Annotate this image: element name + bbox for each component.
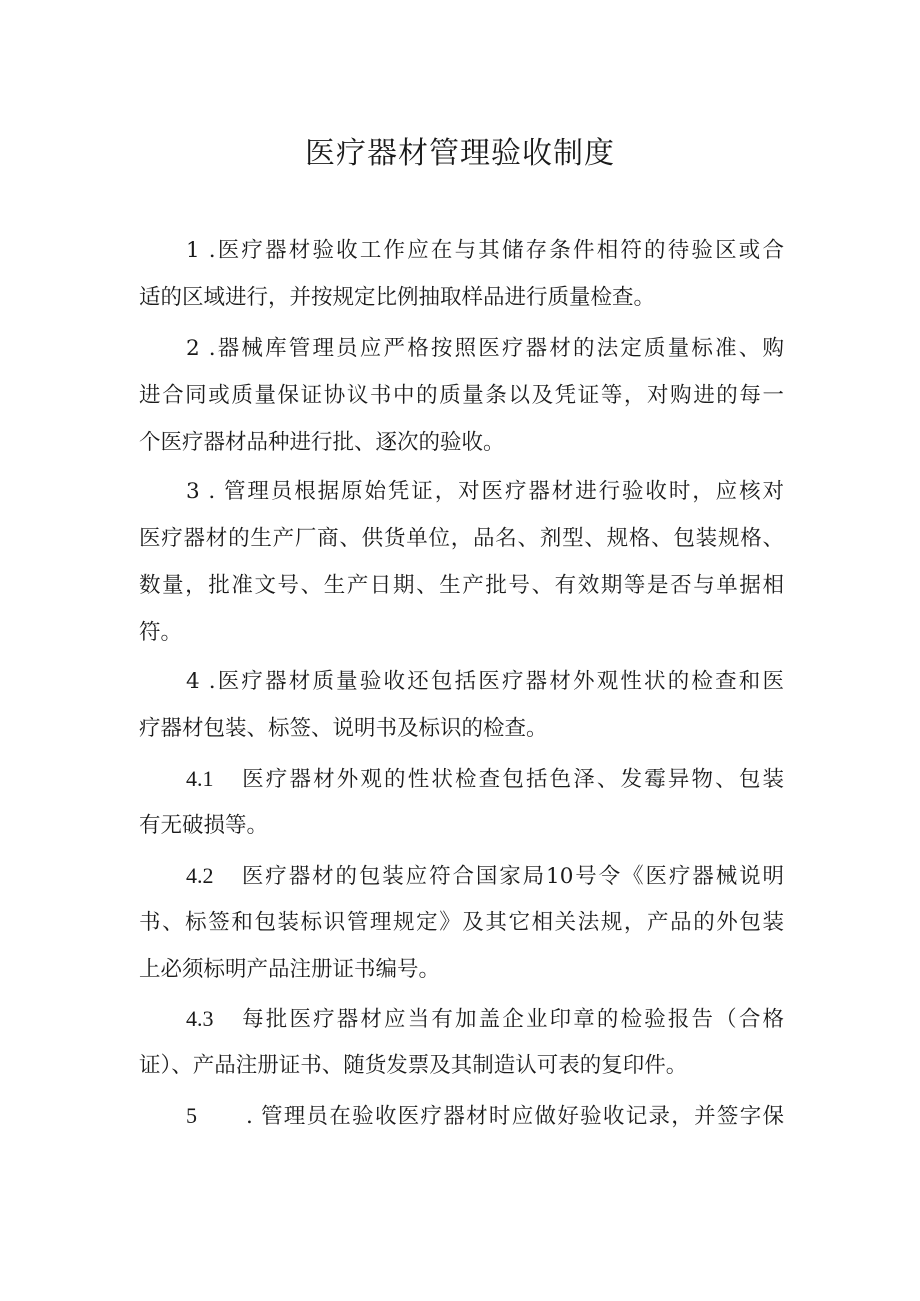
paragraph-1-line-2: 适的区域进行，并按规定比例抽取样品进行质量检查。 [139, 285, 656, 310]
paragraph-2-line-1: 2 .器械库管理员应严格按照医疗器材的法定质量标准、购 [186, 336, 784, 361]
paragraph-text: . 管理员在验收医疗器材时应做好验收记录，并签字保 [246, 1104, 784, 1129]
clause-number: 4.2 [186, 863, 214, 888]
paragraph-3-line-1: 3 . 管理员根据原始凭证，对医疗器材进行验收时，应核对 [186, 479, 784, 504]
clause-4-1-line-2: 有无破损等。 [139, 813, 269, 838]
clause-4-3-line-2: 证）、产品注册证书、随货发票及其制造认可表的复印件。 [139, 1053, 688, 1078]
paragraph-3-line-3: 数量，批准文号、生产日期、生产批号、有效期等是否与单据相 [139, 573, 784, 598]
clause-number: 4.1 [186, 766, 214, 791]
document-title: 医疗器材管理验收制度 [305, 136, 615, 171]
clause-4-2-line-1 [186, 856, 784, 896]
clause-text: 医疗器材的包装应符合国家局10号令《医疗器械说明 [240, 864, 784, 889]
paragraph-2-line-3: 个医疗器材品种进行批、逐次的验收。 [139, 430, 505, 455]
paragraph-5-line-1 [186, 1096, 784, 1136]
clause-4-2-line-2: 书、标签和包装标识管理规定》及其它相关法规，产品的外包装 [139, 910, 784, 935]
clause-text: 医疗器材外观的性状检查包括色泽、发霉异物、包装 [240, 767, 784, 792]
paragraph-3-line-2: 医疗器材的生产厂商、供货单位，品名、剂型、规格、包装规格、 [139, 526, 784, 551]
paragraph-3-line-4: 符。 [139, 620, 183, 645]
paragraph-4-line-1: 4 .医疗器材质量验收还包括医疗器材外观性状的检查和医 [186, 669, 784, 694]
paragraph-2-line-2: 进合同或质量保证协议书中的质量条以及凭证等，对购进的每一 [139, 383, 784, 408]
clause-number: 4.3 [186, 1006, 214, 1031]
clause-4-2-line-3: 上必须标明产品注册证书编号。 [139, 957, 441, 982]
clause-4-3-line-1 [186, 999, 784, 1039]
paragraph-1-line-1: 1 .医疗器材验收工作应在与其储存条件相符的待验区或合 [186, 238, 784, 263]
clause-text: 每批医疗器材应当有加盖企业印章的检验报告（合格 [240, 1007, 784, 1032]
paragraph-number: 5 [186, 1103, 197, 1128]
paragraph-4-line-2: 疗器材包装、标签、说明书及标识的检查。 [139, 716, 548, 741]
clause-4-1-line-1 [186, 759, 784, 799]
